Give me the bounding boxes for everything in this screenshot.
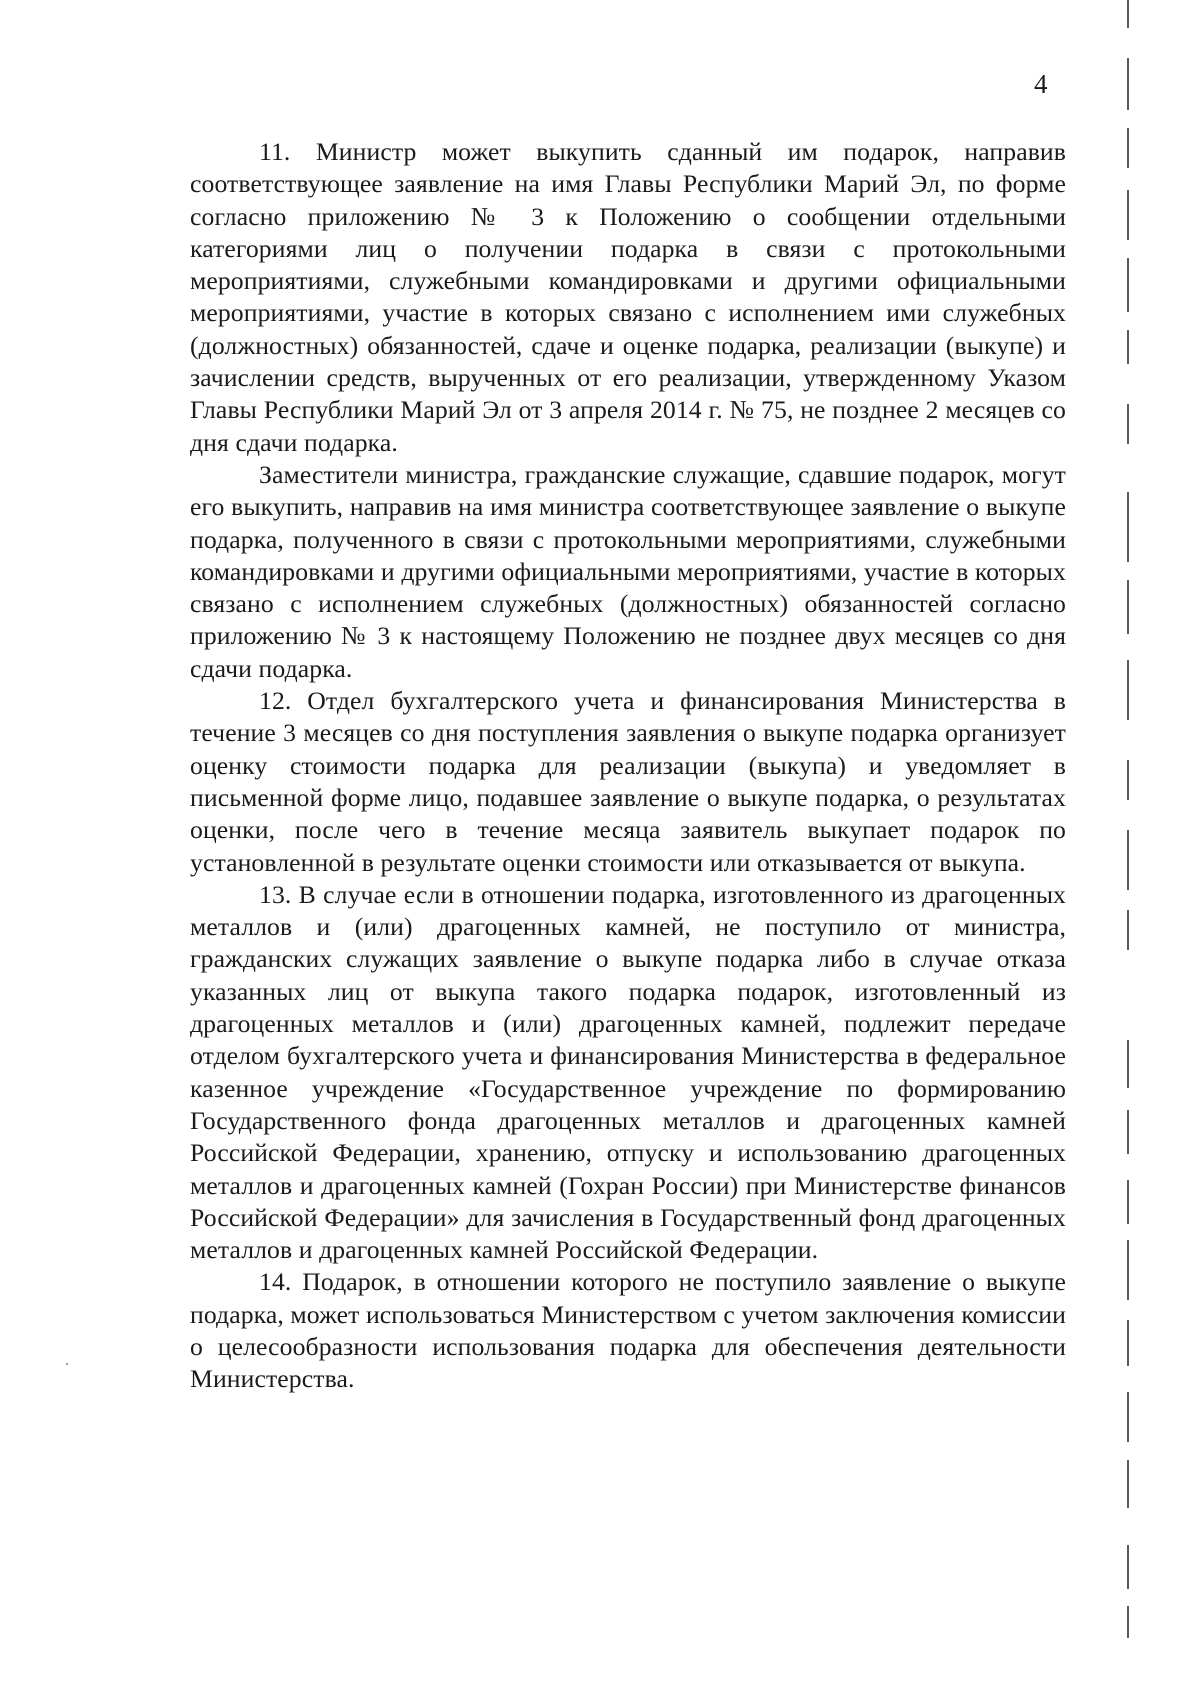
scan-edge-mark [1127,1040,1129,1088]
scan-edge-mark [1127,0,1129,28]
scan-speck [66,1363,68,1365]
scan-edge-mark [1127,760,1129,800]
scan-edge-mark [1127,660,1129,720]
scan-edge-mark [1127,258,1129,312]
paragraph-item-13: 13. В случае если в отношении подарка, изготовленного из драгоценных металлов и (или) драгоценных камней, не поступило от министра, гражданских служащих заявление о выкупе подарка либо в случае отказа указанных лиц от выкупа такого подарка подарок, изготовленный из драгоценных металлов и (или) драгоценных камней, подлежит передаче отделом бухгалтерского учета и финансирования Министерства в федеральное казенное учреждение «Государственное учреждение по формированию Государственного фонда драгоценных металлов и драгоценных камней Российской Федерации, хранению, отпуску и использованию драгоценных металлов и драгоценных камней (Гохран России) при Министерстве финансов Российской Федерации» для зачисления в Государственный фонд драгоценных металлов и драгоценных камней Российской Федерации. [190,879,1066,1265]
scan-edge-mark [1127,330,1129,364]
scan-edge-mark [1127,190,1129,240]
page-number: 4 [1034,69,1048,99]
scan-edge-mark [1127,1110,1129,1154]
scan-edge-mark [1127,1392,1129,1442]
paragraph-item-11-deputies: Заместители министра, гражданские служащие, сдавшие подарок, могут его выкупить, направив на имя министра соответствующее заявление о выкупе подарка, полученного в связи с протокольными мероприятиями, служебными командировками и другими официальными мероприятиями, участие в которых связано с исполнением служебных (должностных) обязанностей согласно приложению № 3 к настоящему Положению не позднее двух месяцев со дня сдачи подарка. [190,459,1066,683]
scan-edge-mark [1127,1545,1129,1589]
scan-edge-mark [1127,1606,1129,1638]
paragraph-item-12: 12. Отдел бухгалтерского учета и финансирования Министерства в течение 3 месяцев со дня поступления заявления о выкупе подарка организует оценку стоимости подарка для реализации (выкупа) и уведомляет в письменной форме лицо, подавшее заявление о выкупе подарка, о результатах оценки, после чего в течение месяца заявитель выкупает подарок по установленной в результате оценки стоимости или отказывается от выкупа. [190,686,1066,877]
scan-edge-mark [1127,830,1129,890]
scan-edge-mark [1127,910,1129,950]
scan-edge-mark [1127,492,1129,562]
scan-edge-mark [1127,580,1129,634]
scan-edge-mark [1127,1460,1129,1508]
document-body [190,136,1066,1396]
scan-edge-mark [1127,1180,1129,1224]
scan-edge-mark [1127,1320,1129,1366]
paragraph-item-14: 14. Подарок, в отношении которого не поступило заявление о выкупе подарка, может использоваться Министерством с учетом заключения комиссии о целесообразности использования подарка для обеспечения деятельности Министерства. [190,1267,1066,1394]
scan-edge-mark [1127,128,1129,168]
scan-edge-mark [1127,58,1129,110]
paragraph-item-11: 11. Министр может выкупить сданный им подарок, направив соответствующее заявление на имя Главы Республики Марий Эл, по форме согласно приложению № 3 к Положению о сообщении отдельными категориями лиц о получении подарка в связи с протокольными мероприятиями, служебными командировками и другими официальными мероприятиями, участие в которых связано с исполнением ими служебных (должностных) обязанностей, сдаче и оценке подарка, реализации (выкупе) и зачислении средств, вырученных от его реализации, утвержденному Указом Главы Республики Марий Эл от 3 апреля 2014 г. № 75, не позднее 2 месяцев со дня сдачи подарка. [190,137,1066,457]
scan-edge-mark [1127,1240,1129,1300]
scan-edge-mark [1127,404,1129,444]
